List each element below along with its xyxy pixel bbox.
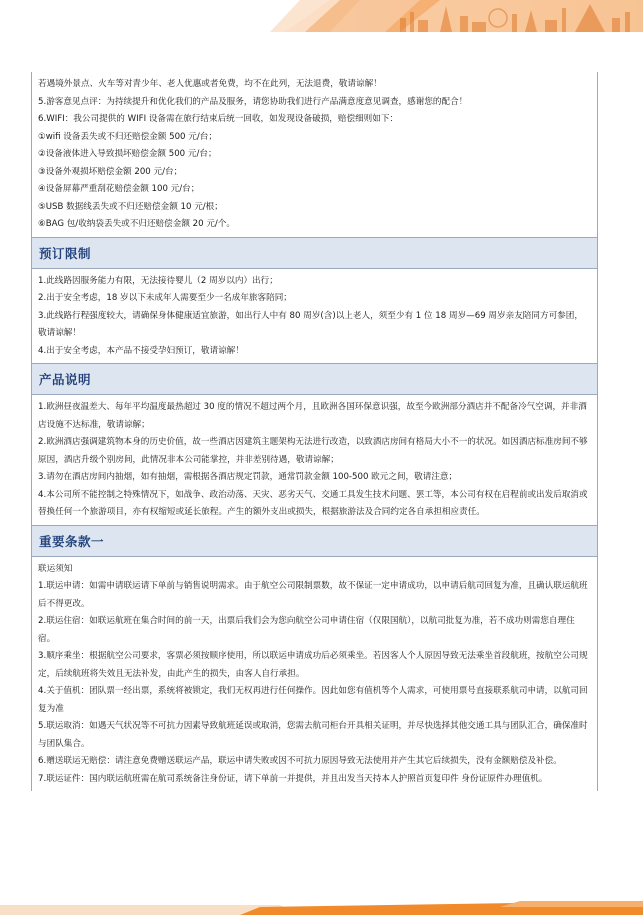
product-note-line: 3.请勿在酒店房间内抽烟，如有抽烟，需根据各酒店规定罚款，通常罚款金额 100-500 欧元之间，敬请注意； (38, 472, 458, 482)
intro-line: ④设备屏幕严重刮花赔偿金额 100 元/台； (38, 184, 200, 194)
booking-limit-line: 1.此线路因服务能力有限，无法接待婴儿（2 周岁以内）出行； (38, 275, 278, 286)
intro-line: ⑤USB 数据线丢失或不归还赔偿金额 10 元/根； (38, 201, 223, 212)
booking-limits-block (32, 269, 597, 364)
section-header-booking-limits (32, 237, 597, 269)
intro-line: 6.WIFI：我公司提供的 WIFI 设备需在旅行结束后统一回收，如发现设备破损，赔偿细则如下： (38, 114, 399, 124)
key-term-line: 7.联运证件：国内联运航班需在航司系统备注身份证，请下单前一并提供，并且出发当天持本人护照首页复印件 身份证原件办理值机。 (38, 773, 548, 784)
key-term-line: 4.关于值机：团队票一经出票，系统将被锁定，我们无权再进行任何操作。因此如您有值机等个人需求，可使用票号直接联系航司申请，以航司回复为准 (38, 686, 588, 714)
section-title: 重要条款一 (39, 533, 105, 549)
section-title: 产品说明 (39, 372, 92, 387)
intro-line: ①wifi 设备丢失或不归还赔偿金额 500 元/台； (38, 131, 217, 142)
booking-limit-line: 2.出于安全考虑，18 岁以下未成年人需要至少一名成年旅客陪同； (38, 293, 292, 303)
booking-limit-line: 3.此线路行程强度较大，请确保身体健康适宜旅游，如出行人中有 80 周岁(含)以上老人，须至少有 1 位 18 周岁—69 周岁亲友陪同方可参团，敬请谅解！ (38, 310, 583, 338)
key-term-line: 5.联运取消：如遇天气状况等不可抗力因素导致航班延误或取消，您需去航司柜台开具相关证明，并尽快选择其他交通工具与团队汇合，确保准时与团队集合。 (38, 721, 588, 749)
booking-limit-line: 4.出于安全考虑，本产品不接受孕妇预订，敬请谅解！ (38, 345, 244, 356)
intro-line: 若遇境外景点、火车等对青少年、老人优惠或者免费，均不在此列，无法退费，敬请谅解！ (38, 79, 382, 89)
key-term-line: 2.联运住宿：如联运航班在集合时间的前一天，出票后我们会为您向航空公司申请住宿（仅限国航），以航司批复为准，若不成功则需您自理住宿。 (38, 616, 575, 644)
key-term-line: 联运须知 (38, 563, 73, 574)
product-note-line: 2.欧洲酒店强调建筑物本身的历史价值，故一些酒店因建筑主题架构无法进行改造，以致酒店房间有格局大小不一的状况。如因酒店标准房间不够原因，酒店升级个别房间，此情况非本公司能掌控，并非差别待遇，敬请谅解； (38, 437, 588, 465)
intro-line: ③设备外观损坏赔偿金额 200 元/台； (38, 166, 183, 177)
key-term-line: 1.联运申请：如需申请联运请下单前与销售说明需求。由于航空公司限制票数，故不保证一定申请成功，以申请后航司回复为准，且确认联运航班后不得更改。 (38, 581, 588, 609)
product-note-line: 4.本公司所不能控制之特殊情况下，如战争、政治动荡、天灾、恶劣天气、交通工具发生技术问题、罢工等，本公司有权在启程前或出发后取消或替换任何一个旅游项目，亦有权缩短或延长旅程。产生的额外支出或损失，根据旅游法及合同约定各自承担相应责任。 (38, 489, 588, 517)
intro-line: 5.游客意见点评：为持续提升和优化我们的产品及服务，请您协助我们进行产品满意度意见调查，感谢您的配合！ (38, 96, 468, 107)
product-note-line: 1.欧洲昼夜温差大、每年平均温度最热超过 30 度的情况不超过两个月，且欧洲各国环保意识强，故至今欧洲部分酒店并不配备冷气空调，并非酒店设施不达标准，敬请谅解； (38, 402, 587, 430)
intro-line: ②设备液体进入导致损坏赔偿金额 500 元/台； (38, 149, 217, 159)
section-title: 预订限制 (39, 245, 92, 261)
intro-block (32, 72, 597, 237)
section-header-product-notes (32, 363, 597, 395)
key-terms-block (32, 557, 597, 792)
bottom-decorative-strip (0, 901, 643, 915)
key-term-line: 3.顺序乘坐：根据航空公司要求，客票必须按顺序使用，所以联运申请成功后必须乘坐。若因客人个人原因导致无法乘坐首段航班，按航空公司规定，后续航班将失效且无法补发，由此产生的损失，由客人自行承担。 (38, 651, 588, 679)
top-decorative-banner (0, 0, 643, 32)
key-term-line: 6.赠送联运无赔偿：请注意免费赠送联运产品，联运申请失败或因不可抗力原因导致无法使用并产生其它后续损失，没有金额赔偿及补偿。 (38, 756, 562, 766)
intro-line: ⑥BAG 包/收纳袋丢失或不归还赔偿金额 20 元/个。 (38, 219, 236, 229)
document-content (31, 72, 598, 791)
product-notes-block (32, 395, 597, 525)
section-header-key-terms (32, 525, 597, 557)
